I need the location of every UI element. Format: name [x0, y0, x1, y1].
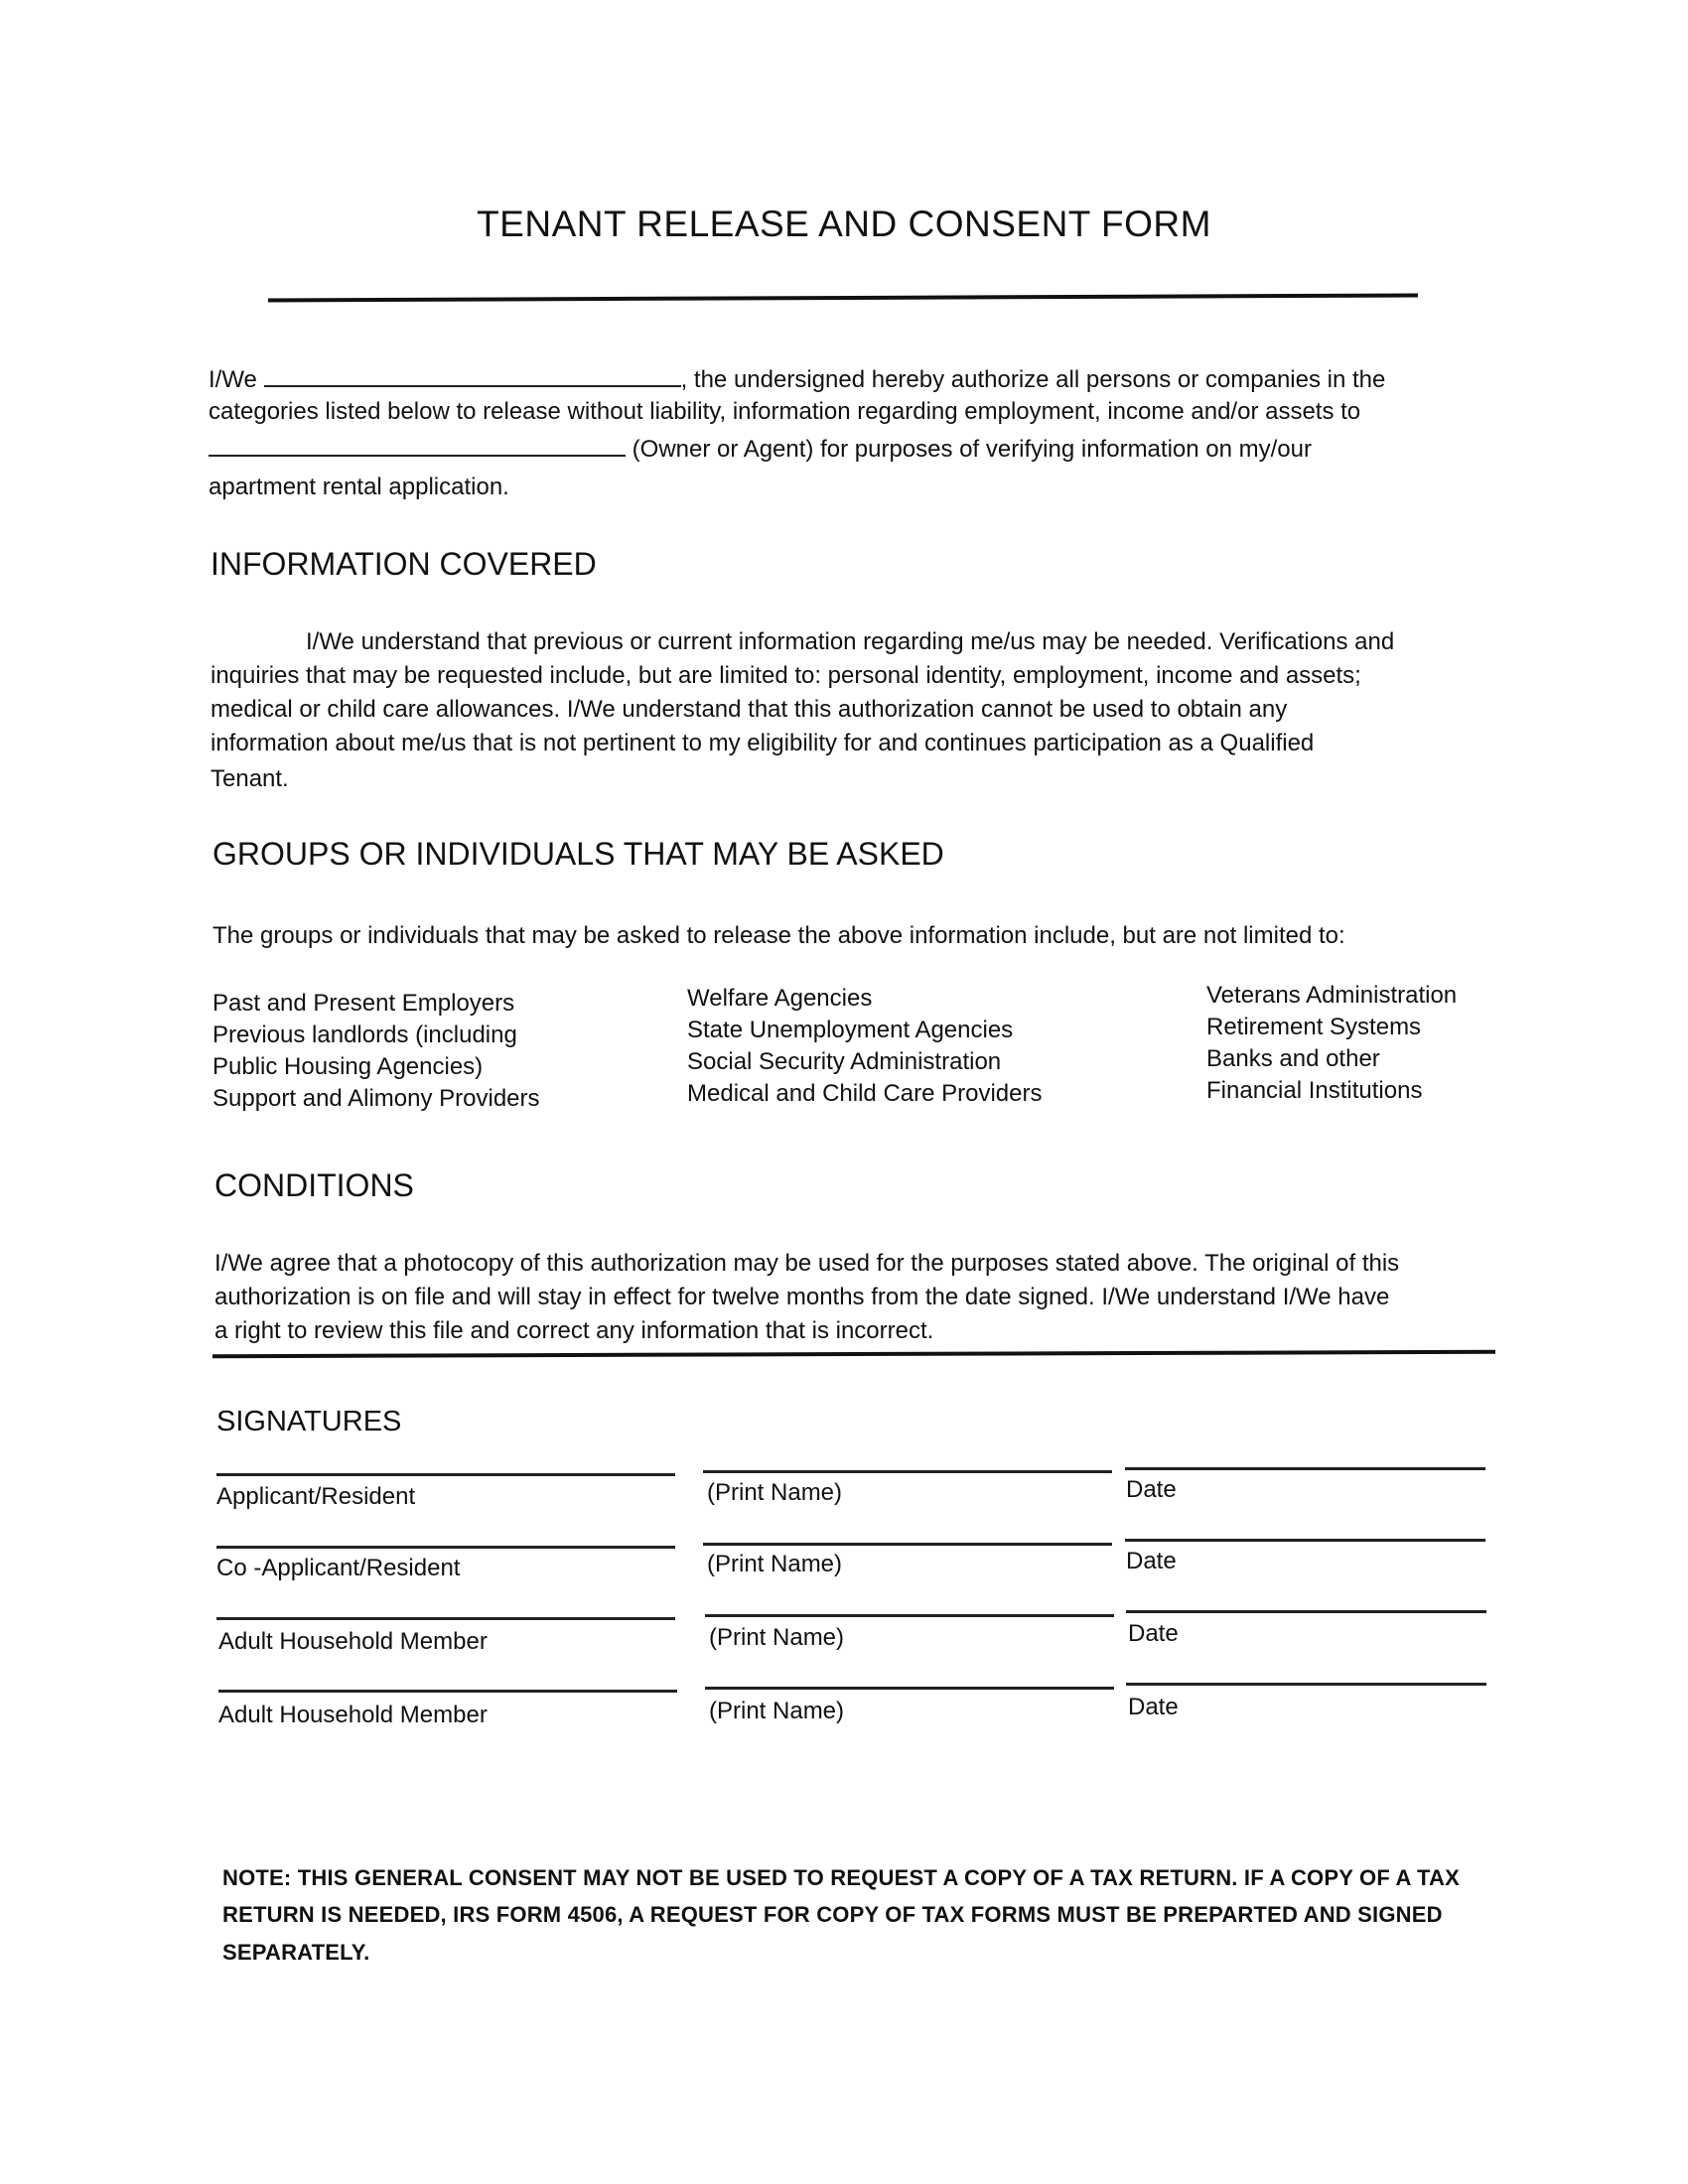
print-name-line[interactable]	[703, 1543, 1112, 1546]
paragraph-line: Tenant.	[211, 765, 289, 792]
co-applicant-signature-line[interactable]	[216, 1546, 675, 1549]
signature-role-label: Adult Household Member	[218, 1628, 488, 1655]
owner-agent-field[interactable]	[209, 429, 626, 457]
intro-prefix: I/We	[209, 366, 257, 393]
group-item: Financial Institutions	[1206, 1077, 1423, 1104]
date-line[interactable]	[1125, 1539, 1485, 1542]
groups-column-1	[212, 988, 540, 1115]
section-heading: INFORMATION COVERED	[211, 546, 597, 582]
signature-role-label: Applicant/Resident	[216, 1483, 416, 1510]
print-name-line[interactable]	[705, 1614, 1114, 1617]
intro-line1: , the undersigned hereby authorize all persons or companies in the	[680, 366, 1386, 393]
print-name-label: (Print Name)	[709, 1698, 845, 1724]
group-item: Banks and other	[1206, 1045, 1380, 1072]
paragraph-line: medical or child care allowances. I/We understand that this authorization cannot be used to obtain any	[211, 696, 1288, 723]
paragraph-line: information about me/us that is not pertinent to my eligibility for and continues participation as a Qualified	[211, 730, 1315, 756]
tenant-name-field[interactable]	[264, 359, 681, 387]
conditions-rule	[212, 1350, 1495, 1359]
groups-column-3	[1206, 980, 1457, 1107]
date-line[interactable]	[1126, 1610, 1486, 1613]
intro-line4: apartment rental application.	[209, 474, 509, 500]
paragraph-line: authorization is on file and will stay in effect for twelve months from the date signed. I/We understand I/We have	[214, 1284, 1390, 1310]
group-item: Retirement Systems	[1206, 1014, 1422, 1040]
group-item: Past and Present Employers	[212, 990, 515, 1017]
note-line: RETURN IS NEEDED, IRS FORM 4506, A REQUEST FOR COPY OF TAX FORMS MUST BE PREPARTED AND SIGNED	[222, 1902, 1443, 1927]
group-item: Social Security Administration	[687, 1048, 1002, 1075]
paragraph-line: inquiries that may be requested include, but are limited to: personal identity, employment, income and assets;	[211, 662, 1361, 689]
intro-line2: categories listed below to release without liability, information regarding employment, income and/or assets to	[209, 398, 1361, 425]
applicant-signature-line[interactable]	[216, 1473, 675, 1476]
paragraph-line: a right to review this file and correct any information that is incorrect.	[214, 1317, 934, 1344]
intro-line3: (Owner or Agent) for purposes of verifying information on my/our	[632, 436, 1312, 463]
section-heading: SIGNATURES	[216, 1406, 402, 1437]
print-name-line[interactable]	[703, 1470, 1112, 1473]
group-item: Public Housing Agencies)	[212, 1053, 484, 1080]
signature-role-label: Co -Applicant/Resident	[216, 1555, 461, 1581]
date-label: Date	[1126, 1548, 1177, 1574]
print-name-label: (Print Name)	[707, 1479, 843, 1506]
group-item: State Unemployment Agencies	[687, 1017, 1014, 1043]
print-name-label: (Print Name)	[709, 1624, 845, 1651]
note-line: SEPARATELY.	[222, 1940, 370, 1965]
groups-intro: The groups or individuals that may be asked to release the above information include, but are not limited to:	[212, 922, 1345, 949]
title-underline	[268, 293, 1418, 302]
form-title: TENANT RELEASE AND CONSENT FORM	[477, 204, 1211, 244]
group-item: Support and Alimony Providers	[212, 1085, 540, 1112]
group-item: Medical and Child Care Providers	[687, 1080, 1043, 1107]
date-line[interactable]	[1126, 1683, 1486, 1686]
note-line: NOTE: THIS GENERAL CONSENT MAY NOT BE USED TO REQUEST A COPY OF A TAX RETURN. IF A COPY OF A TAX	[222, 1865, 1461, 1890]
paragraph-line: I/We understand that previous or current information regarding me/us may be needed. Verifications and	[306, 628, 1395, 655]
section-heading: CONDITIONS	[214, 1167, 414, 1203]
group-item: Welfare Agencies	[687, 985, 873, 1012]
date-label: Date	[1128, 1620, 1179, 1647]
date-line[interactable]	[1125, 1467, 1485, 1470]
date-label: Date	[1128, 1694, 1179, 1720]
section-heading: GROUPS OR INDIVIDUALS THAT MAY BE ASKED	[212, 836, 944, 872]
date-label: Date	[1126, 1476, 1177, 1503]
print-name-label: (Print Name)	[707, 1551, 843, 1577]
groups-column-2	[687, 983, 1043, 1110]
paragraph-line: I/We agree that a photocopy of this authorization may be used for the purposes stated above. The original of this	[214, 1250, 1400, 1277]
group-item: Previous landlords (including	[212, 1022, 517, 1048]
group-item: Veterans Administration	[1206, 982, 1458, 1009]
household-member-signature-line[interactable]	[216, 1617, 675, 1620]
print-name-line[interactable]	[705, 1687, 1114, 1690]
household-member-signature-line[interactable]	[218, 1690, 677, 1693]
signature-role-label: Adult Household Member	[218, 1702, 488, 1728]
